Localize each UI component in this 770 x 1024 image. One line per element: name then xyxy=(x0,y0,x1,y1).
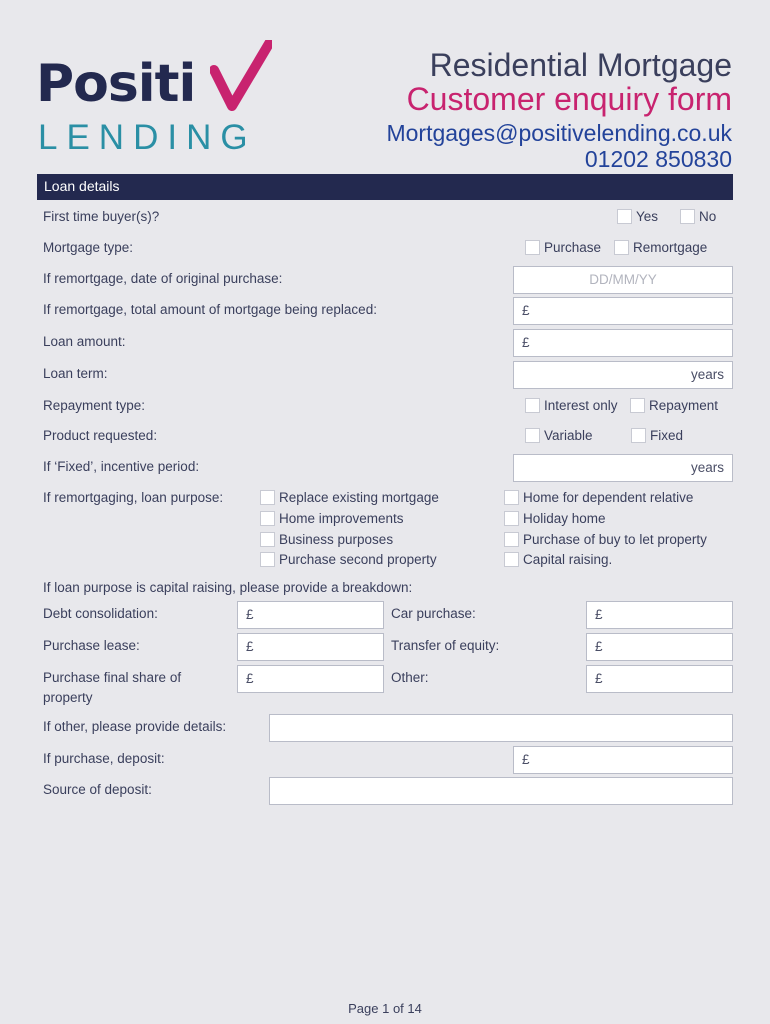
loan-term-label: Loan term: xyxy=(43,366,108,381)
deposit-label: If purchase, deposit: xyxy=(43,751,165,766)
page-subtitle: Customer enquiry form xyxy=(406,81,732,117)
other-label: Other: xyxy=(391,670,429,685)
checkbox[interactable] xyxy=(260,532,275,547)
checkbox[interactable] xyxy=(260,511,275,526)
checkbox[interactable] xyxy=(525,240,540,255)
final-share-label-line1: Purchase final share of xyxy=(43,670,182,685)
mortgage-type-remortgage-option[interactable]: Remortgage xyxy=(614,240,707,255)
product-fixed-option[interactable]: Fixed xyxy=(631,428,683,443)
car-purchase-input[interactable]: £ xyxy=(586,601,733,629)
checkbox[interactable] xyxy=(504,511,519,526)
other-input[interactable]: £ xyxy=(586,665,733,693)
purpose-buy-to-let-option[interactable]: Purchase of buy to let property xyxy=(504,532,707,547)
incentive-period-label: If ‘Fixed’, incentive period: xyxy=(43,459,200,474)
car-purchase-label: Car purchase: xyxy=(391,606,476,621)
purpose-business-option[interactable]: Business purposes xyxy=(260,532,393,547)
checkbox[interactable] xyxy=(260,552,275,567)
source-of-deposit-input[interactable] xyxy=(269,777,733,805)
final-share-label-line2: property xyxy=(43,690,93,705)
loan-amount-input[interactable]: £ xyxy=(513,329,733,357)
other-details-input[interactable] xyxy=(269,714,733,742)
debt-consolidation-input[interactable]: £ xyxy=(237,601,384,629)
checkbox[interactable] xyxy=(617,209,632,224)
logo-subtitle: LENDING xyxy=(38,118,257,157)
product-requested-label: Product requested: xyxy=(43,428,158,443)
logo-wordmark: Positi xyxy=(36,54,196,114)
original-purchase-date-input[interactable]: DD/MM/YY xyxy=(513,266,733,294)
form-header xyxy=(386,48,732,172)
transfer-of-equity-input[interactable]: £ xyxy=(586,633,733,661)
brand-logo xyxy=(36,40,276,160)
debt-consolidation-label: Debt consolidation: xyxy=(43,606,158,621)
checkbox[interactable] xyxy=(504,532,519,547)
checkbox[interactable] xyxy=(630,398,645,413)
loan-term-input[interactable]: years xyxy=(513,361,733,389)
product-variable-option[interactable]: Variable xyxy=(525,428,593,443)
mortgage-replaced-label: If remortgage, total amount of mortgage being replaced: xyxy=(43,302,377,317)
checkbox[interactable] xyxy=(525,428,540,443)
mortgage-replaced-input[interactable]: £ xyxy=(513,297,733,325)
page-number: Page 1 of 14 xyxy=(348,1001,422,1016)
purpose-holiday-home-option[interactable]: Holiday home xyxy=(504,511,606,526)
source-of-deposit-label: Source of deposit: xyxy=(43,782,152,797)
repayment-repayment-option[interactable]: Repayment xyxy=(630,398,718,413)
breakdown-intro: If loan purpose is capital raising, please provide a breakdown: xyxy=(43,580,413,595)
page-title: Residential Mortgage xyxy=(429,47,732,83)
checkbox[interactable] xyxy=(680,209,695,224)
other-details-label: If other, please provide details: xyxy=(43,719,227,734)
repayment-interest-only-option[interactable]: Interest only xyxy=(525,398,618,413)
purpose-dependent-relative-option[interactable]: Home for dependent relative xyxy=(504,490,693,505)
deposit-input[interactable]: £ xyxy=(513,746,733,774)
first-time-buyer-yes-option[interactable]: Yes xyxy=(617,209,658,224)
final-share-input[interactable]: £ xyxy=(237,665,384,693)
logo-checkmark-icon xyxy=(210,40,272,114)
purpose-home-improvements-option[interactable]: Home improvements xyxy=(260,511,404,526)
purchase-lease-label: Purchase lease: xyxy=(43,638,140,653)
incentive-period-input[interactable]: years xyxy=(513,454,733,482)
purpose-second-property-option[interactable]: Purchase second property xyxy=(260,552,437,567)
repayment-type-label: Repayment type: xyxy=(43,398,146,413)
first-time-buyer-no-option[interactable]: No xyxy=(680,209,716,224)
checkbox[interactable] xyxy=(525,398,540,413)
contact-email: Mortgages@positivelending.co.uk xyxy=(386,120,732,146)
loan-amount-label: Loan amount: xyxy=(43,334,126,349)
original-purchase-date-label: If remortgage, date of original purchase: xyxy=(43,271,283,286)
checkbox[interactable] xyxy=(504,490,519,505)
contact-phone: 01202 850830 xyxy=(584,146,732,172)
checkbox[interactable] xyxy=(631,428,646,443)
loan-purpose-label: If remortgaging, loan purpose: xyxy=(43,490,224,505)
section-header-loan-details: Loan details xyxy=(37,174,733,200)
checkbox[interactable] xyxy=(614,240,629,255)
purpose-capital-raising-option[interactable]: Capital raising. xyxy=(504,552,612,567)
purpose-replace-existing-option[interactable]: Replace existing mortgage xyxy=(260,490,439,505)
first-time-buyer-label: First time buyer(s)? xyxy=(43,209,160,224)
checkbox[interactable] xyxy=(504,552,519,567)
mortgage-type-label: Mortgage type: xyxy=(43,240,134,255)
transfer-of-equity-label: Transfer of equity: xyxy=(391,638,500,653)
checkbox[interactable] xyxy=(260,490,275,505)
mortgage-type-purchase-option[interactable]: Purchase xyxy=(525,240,601,255)
purchase-lease-input[interactable]: £ xyxy=(237,633,384,661)
